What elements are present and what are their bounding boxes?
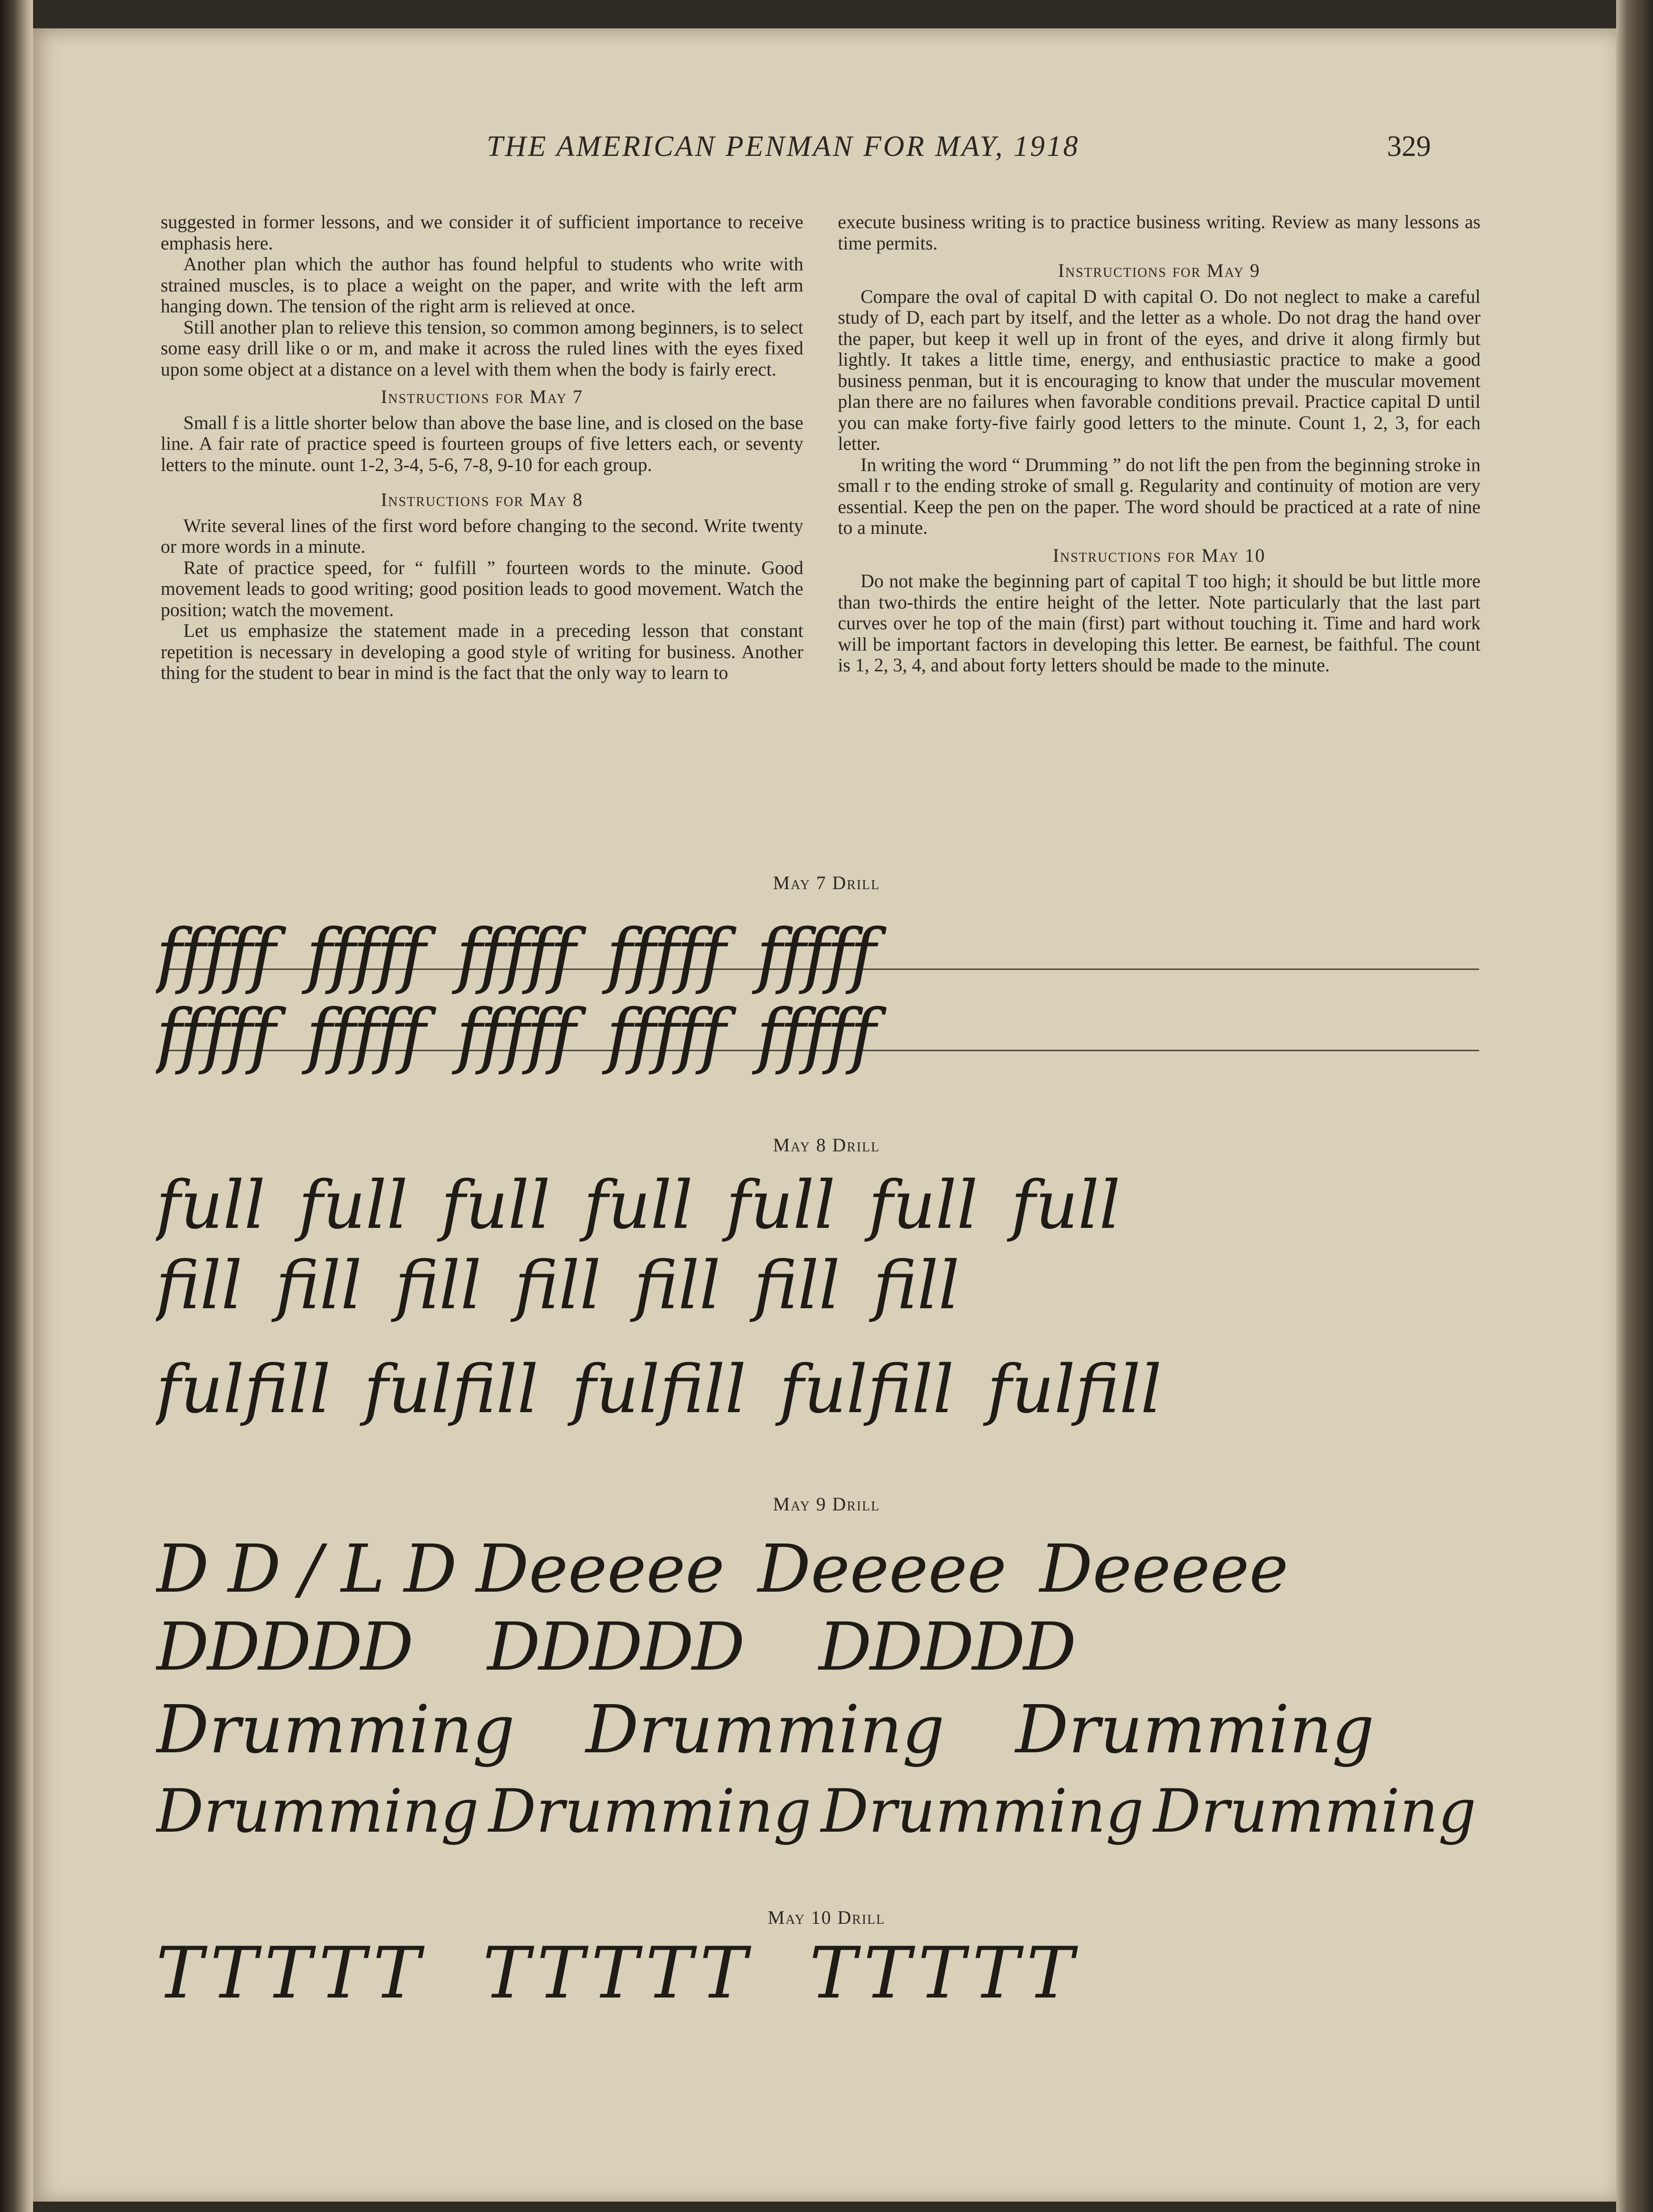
paragraph: suggested in former lessons, and we consider it of sufficient importance to receive emphasis here. xyxy=(161,211,803,254)
script-word: fulfill xyxy=(156,1351,331,1428)
page-header xyxy=(0,130,1653,172)
script-word: full xyxy=(441,1167,551,1244)
script-word: fill xyxy=(156,1247,242,1324)
section-heading-may9: Instructions for May 9 xyxy=(1058,260,1261,281)
script-word: fulfill xyxy=(571,1351,747,1428)
paragraph: Another plan which the author has found helpful to students who write with strained muscles, is to place a weight on the paper, and write with the left arm hanging down. The tension of the right arm is relieved at once. xyxy=(161,253,803,317)
drill-row-may8-1 xyxy=(156,1167,1503,1244)
script-word: fill xyxy=(753,1247,840,1324)
script-word: D xyxy=(228,1531,281,1608)
script-word: fffff xyxy=(306,995,423,1077)
script-word: full xyxy=(298,1167,408,1244)
script-word: fffff xyxy=(156,995,273,1077)
script-word: fffff xyxy=(756,995,873,1077)
binding-edge xyxy=(0,0,33,2212)
script-word: fffff xyxy=(456,995,573,1077)
script-word: full xyxy=(726,1167,835,1244)
script-word: fffff xyxy=(306,914,423,996)
script-word: TTTTT xyxy=(482,1932,753,2015)
script-word: Drumming xyxy=(820,1776,1144,1846)
drill-row-may7-2 xyxy=(156,995,1503,1077)
paragraph: Rate of practice speed, for “ fulfill ” fourteen words to the minute. Good movement leads to good writing; good position leads to good movement. Watch the position; watch the movement. xyxy=(161,557,803,620)
page-edge xyxy=(1616,0,1653,2212)
script-word: DDDDD xyxy=(156,1609,412,1686)
script-word: fffff xyxy=(756,914,873,996)
script-word: fffff xyxy=(456,914,573,996)
drill-title-may9: May 9 Drill xyxy=(773,1493,880,1515)
paragraph: Still another plan to relieve this tension, so common among beginners, is to select some easy drill like o or m, and make it across the ruled lines with the eyes fixed upon some object at a distance on a level with them when the body is fairly erect. xyxy=(161,316,803,380)
script-word: Deeeee xyxy=(758,1531,1007,1608)
page-number: 329 xyxy=(1387,130,1431,163)
drill-row-may7-1 xyxy=(156,914,1503,996)
script-word: D xyxy=(404,1531,457,1608)
script-word: full xyxy=(583,1167,693,1244)
script-word: fulfill xyxy=(363,1351,539,1428)
running-title: THE AMERICAN PENMAN FOR MAY, 1918 xyxy=(487,130,1080,163)
section-heading-may10: Instructions for May 10 xyxy=(1052,544,1266,566)
script-word: full xyxy=(868,1167,978,1244)
script-word: TTTTT xyxy=(156,1932,426,2015)
paragraph: Do not make the beginning part of capital T too high; it should be but little more than two-thirds the entire height of the letter. Note particularly that the last part curves over he top of the main (first) part without touching it. Time and hard work will be important factors in developing this letter. Be earnest, be faithful. The count is 1, 2, 3, 4, and about forty letters should be made to the minute. xyxy=(838,570,1481,676)
script-word: fffff xyxy=(606,995,723,1077)
script-word: fill xyxy=(634,1247,721,1324)
script-word: full xyxy=(156,1167,266,1244)
script-word: fill xyxy=(275,1247,362,1324)
drill-row-may10-1 xyxy=(156,1932,1503,2015)
script-word: full xyxy=(1011,1167,1120,1244)
paragraph: Small f is a little shorter below than above the base line, and is closed on the base line. A fair rate of practice speed is fourteen groups of five letters each, or seventy letters to the minute. ount 1-2, 3-4, 5-6, 7-8, 9-10 for each group. xyxy=(161,412,803,475)
script-word: Drumming xyxy=(1153,1776,1476,1846)
drill-row-may9-1 xyxy=(156,1531,1503,1608)
script-word: fffff xyxy=(606,914,723,996)
drill-row-may8-2 xyxy=(156,1247,1503,1324)
section-heading-may8: Instructions for May 8 xyxy=(380,489,584,510)
drill-title-may7: May 7 Drill xyxy=(773,872,880,893)
script-word: Deeeee xyxy=(475,1531,725,1608)
drill-row-may9-2 xyxy=(156,1609,1503,1686)
paragraph: Compare the oval of capital D with capital O. Do not neglect to make a careful study of D, each part by itself, and the letter as a whole. Do not drag the hand over the paper, but keep it well up in front of the eyes, and drive it along firmly but lightly. It takes a little time, energy, and enthusiastic practice to make a good business penman, but it is encouraging to know that under the muscular movement plan there are no failures when favorable conditions prevail. Practice capital D until you can make forty-five fairly good letters to the minute. Count 1, 2, 3, for each letter. xyxy=(838,285,1481,454)
drill-row-may9-4 xyxy=(156,1776,1503,1846)
section-heading-may7: Instructions for May 7 xyxy=(380,386,584,407)
script-word: Deeeee xyxy=(1039,1531,1289,1608)
script-word: L xyxy=(341,1531,385,1608)
script-word: fill xyxy=(395,1247,482,1324)
script-word: fulfill xyxy=(779,1351,954,1428)
paragraph: execute business writing is to practice business writing. Review as many lessons as time permits. xyxy=(838,211,1481,254)
script-word: fill xyxy=(514,1247,601,1324)
script-word: Drumming xyxy=(488,1776,811,1846)
script-word: D xyxy=(156,1531,209,1608)
drill-title-may8: May 8 Drill xyxy=(773,1134,880,1156)
script-word: / xyxy=(300,1531,322,1608)
drill-row-may9-3 xyxy=(156,1691,1503,1768)
paragraph: Let us emphasize the statement made in a preceding lesson that constant repetition is necessary in developing a good style of writing for business. Another thing for the student to bear in mind is the fact that the only way to learn to xyxy=(161,620,803,683)
drill-row-may8-3 xyxy=(156,1351,1503,1428)
drill-title-may10: May 10 Drill xyxy=(767,1907,886,1928)
paragraph: In writing the word “ Drumming ” do not lift the pen from the beginning stroke in small r to the ending stroke of small g. Regularity and continuity of motion are very essential. Keep the pen on the paper. The word should be practiced at a rate of nine to a minute. xyxy=(838,454,1481,538)
paragraph: Write several lines of the first word before changing to the second. Write twenty or more words in a minute. xyxy=(161,514,803,557)
right-column xyxy=(838,212,1481,676)
script-word: fffff xyxy=(156,914,273,996)
script-word: TTTTT xyxy=(809,1932,1080,2015)
script-word: DDDDD xyxy=(487,1609,743,1686)
script-word: Drumming xyxy=(585,1691,945,1768)
script-word: Drumming xyxy=(1015,1691,1375,1768)
script-word: fill xyxy=(873,1247,960,1324)
script-word: Drumming xyxy=(156,1776,479,1846)
script-word: Drumming xyxy=(156,1691,515,1768)
script-word: DDDDD xyxy=(818,1609,1075,1686)
left-column xyxy=(161,212,803,684)
script-word: fulfill xyxy=(987,1351,1162,1428)
